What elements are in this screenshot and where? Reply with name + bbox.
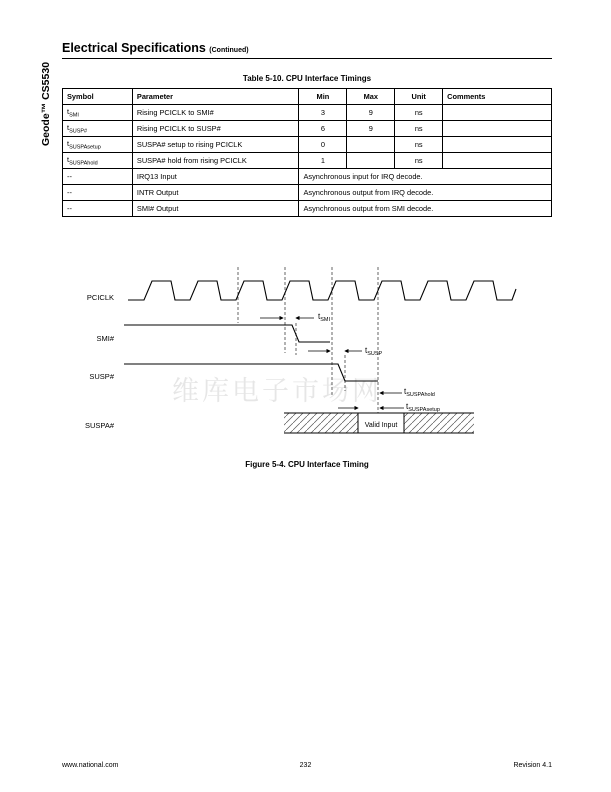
table-row [63, 121, 552, 137]
unit-cell: ns [395, 153, 443, 169]
table-row [63, 153, 552, 169]
section-title-note: (Continued) [209, 47, 249, 54]
symbol-cell: $t_{SMI}$ [63, 105, 133, 121]
parameter-cell: SUSPA# setup to rising PCICLK [132, 137, 299, 153]
parameter-cell: Rising PCICLK to SUSP# [132, 121, 299, 137]
column-header: Min [299, 89, 347, 105]
t-smi-label: $t_{SMI}$ [318, 312, 331, 323]
watermark: 维库电子市场网 [172, 376, 382, 407]
footer-revision: Revision 4.1 [513, 762, 552, 769]
comments-cell [443, 137, 552, 153]
min-cell: 6 [299, 121, 347, 137]
pciclk-waveform [128, 281, 516, 300]
unit-cell: ns [395, 121, 443, 137]
title-rule [62, 58, 552, 59]
column-header: Comments [443, 89, 552, 105]
symbol-cell: $t_{SUSPAhold}$ [63, 153, 133, 169]
table-caption: Table 5-10. CPU Interface Timings [242, 74, 372, 83]
max-cell [347, 153, 395, 169]
comments-cell [443, 153, 552, 169]
note-cell: Asynchronous output from IRQ decode. [299, 185, 552, 201]
symbol-cell: -- [63, 169, 133, 185]
signal-label-susp: SUSP# [89, 372, 114, 381]
table-header-row [63, 89, 552, 105]
figure-caption: Figure 5-4. CPU Interface Timing [245, 460, 369, 469]
table-row [63, 169, 552, 185]
side-title: Geode™ CS5530 [40, 61, 52, 146]
section-title [62, 41, 249, 55]
column-header: Max [347, 89, 395, 105]
t-suspa-hold-label: $t_{SUSPAhold}$ [404, 387, 435, 398]
table-row [63, 201, 552, 217]
signal-label-smi: SMI# [96, 334, 114, 343]
column-header: Unit [395, 89, 443, 105]
parameter-cell: Rising PCICLK to SMI# [132, 105, 299, 121]
note-cell: Asynchronous output from SMI decode. [299, 201, 552, 217]
parameter-cell: IRQ13 Input [132, 169, 299, 185]
valid-input-label: Valid Input [364, 422, 398, 429]
symbol-cell: -- [63, 201, 133, 217]
comments-cell [443, 105, 552, 121]
smi-waveform [124, 325, 330, 342]
timing-diagram [62, 255, 552, 440]
timing-table [62, 88, 552, 217]
parameter-cell: SUSPA# hold from rising PCICLK [132, 153, 299, 169]
symbol-cell: $t_{SUSP\#}$ [63, 121, 133, 137]
min-cell: 0 [299, 137, 347, 153]
max-cell: 9 [347, 121, 395, 137]
min-cell: 3 [299, 105, 347, 121]
symbol-cell: -- [63, 185, 133, 201]
unit-cell: ns [395, 105, 443, 121]
signal-label-suspa: SUSPA# [84, 421, 114, 430]
footer-website: www.national.com [62, 762, 119, 769]
footer-page-number: 232 [299, 762, 312, 769]
side-title-block [18, 36, 52, 146]
column-header: Parameter [132, 89, 299, 105]
max-cell: 9 [347, 105, 395, 121]
section-title-text: Electrical Specifications [62, 41, 206, 55]
min-cell: 1 [299, 153, 347, 169]
unit-cell: ns [395, 137, 443, 153]
column-header: Symbol [63, 89, 133, 105]
signal-label-pciclk: PCICLK [86, 293, 114, 302]
symbol-cell: $t_{SUSPAsetup}$ [63, 137, 133, 153]
max-cell [347, 137, 395, 153]
table-row [63, 105, 552, 121]
t-susp-label: $t_{SUSP}$ [365, 346, 383, 357]
note-cell: Asynchronous input for IRQ decode. [299, 169, 552, 185]
parameter-cell: SMI# Output [132, 201, 299, 217]
table-row [63, 137, 552, 153]
parameter-cell: INTR Output [132, 185, 299, 201]
comments-cell [443, 121, 552, 137]
t-suspa-setup-label: $t_{SUSPAsetup}$ [406, 402, 440, 413]
table-row [63, 185, 552, 201]
